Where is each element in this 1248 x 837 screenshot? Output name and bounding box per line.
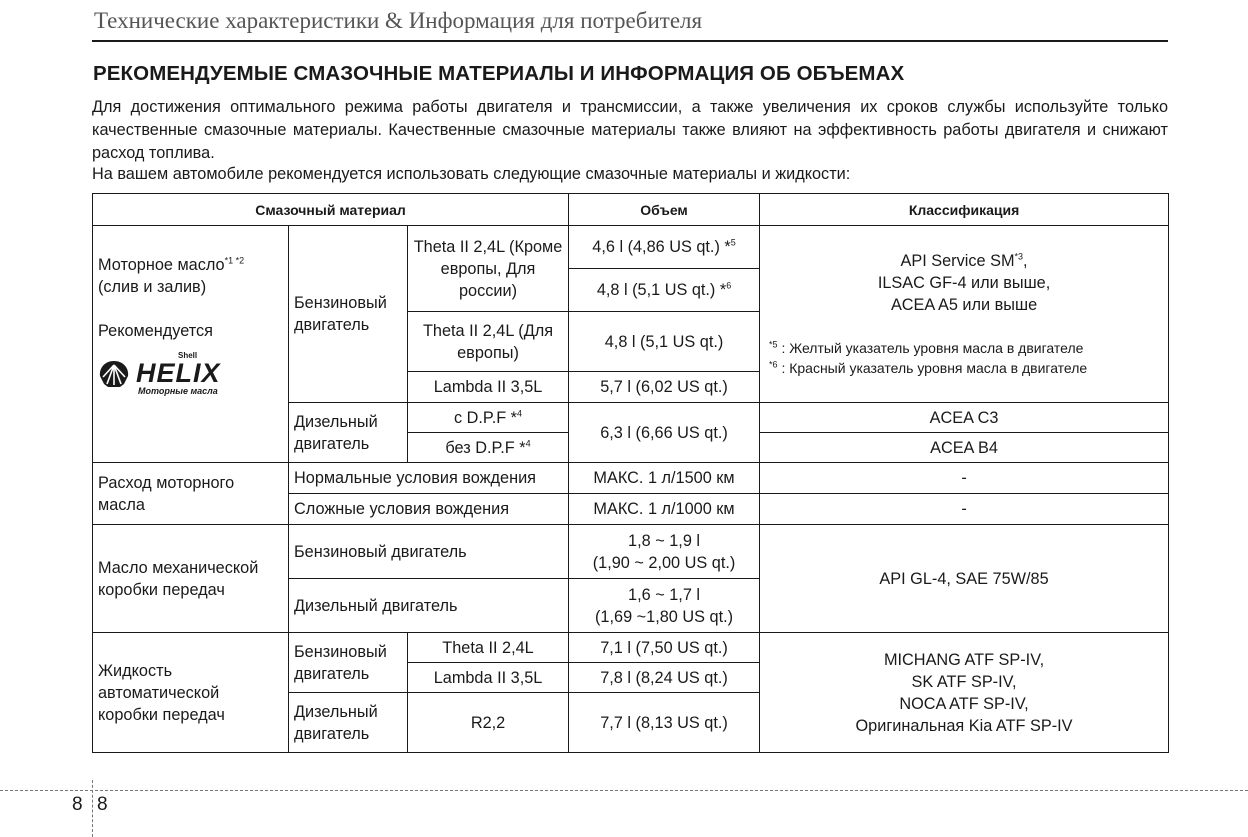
condition-severe: Сложные условия вождения [289, 494, 569, 525]
volume-cell: 7,7 l (8,13 US qt.) [569, 693, 760, 753]
lead-sentence: На вашем автомобиле рекомендуется использовать следующие смазочные материалы и жидкости: [92, 165, 851, 183]
page-number: 8 [97, 794, 108, 815]
volume-cell: МАКС. 1 л/1500 км [569, 463, 760, 494]
automatic-classification: MICHANG ATF SP-IV, SK ATF SP-IV, NOCA ATF SP-IV, Оригинальная Kia ATF SP-IV [760, 633, 1169, 753]
auto-petrol-label: Бензиновый двигатель [289, 633, 408, 693]
condition-normal: Нормальные условия вождения [289, 463, 569, 494]
engine-theta-eu: Theta II 2,4L (Для европы) [408, 312, 569, 372]
table-row [93, 633, 1169, 663]
consumption-label: Расход моторного масла [93, 463, 289, 525]
diesel-engine-label: Дизельный двигатель [289, 403, 408, 463]
footer-divider [0, 790, 1248, 791]
volume-cell: 1,8 ~ 1,9 l (1,90 ~ 2,00 US qt.) [569, 525, 760, 579]
volume-cell: 4,8 l (5,1 US qt.) *$^6$ [569, 269, 760, 312]
running-header-text: Технические характеристики & Информация для потребителя [94, 8, 703, 33]
engine-theta: Theta II 2,4L (Кроме европы, Для россии) [408, 226, 569, 312]
volume-cell: 7,1 l (7,50 US qt.) [569, 633, 760, 663]
classification-no-dpf: ACEA B4 [760, 433, 1169, 463]
engine-oil-label-cell [93, 226, 289, 463]
page-section-number: 8 [72, 794, 83, 815]
volume-cell: 6,3 l (6,66 US qt.) [569, 403, 760, 463]
table-row [93, 226, 1169, 269]
engine-no-dpf: без D.P.F *$^4$ [408, 433, 569, 463]
volume-cell: 5,7 l (6,02 US qt.) [569, 372, 760, 403]
table-header-row [93, 194, 1169, 226]
classification-cell: - [760, 494, 1169, 525]
automatic-label: Жидкость автоматической коробки передач [93, 633, 289, 753]
section-title: РЕКОМЕНДУЕМЫЕ СМАЗОЧНЫЕ МАТЕРИАЛЫ И ИНФОРМАЦИЯ ОБ ОБЪЕМАХ [93, 62, 905, 85]
engine-oil-classification: API Service SM$^{*3}$, ILSAC GF-4 или выше, ACEA A5 или выше $^{*5}$ : Желтый указатель уровня масла в двигателе $^{*6}$ : Красный указатель уровня масла в двигателе [760, 226, 1169, 403]
shell-icon [98, 359, 130, 389]
intro-paragraph: Для достижения оптимального режима работы двигателя и трансмиссии, а также увеличения их сроков службы используйте только качественные смазочные материалы. Качественные смазочные материалы также влияют на эффективность работы двигателя и снижают расход топлива. [92, 98, 1168, 162]
engine-oil-label-sub: (слив и залив) [98, 278, 207, 296]
engine-oil-label: Моторное масло$^{*1 *2}$ [98, 255, 245, 274]
volume-cell: МАКС. 1 л/1000 км [569, 494, 760, 525]
logo-sub: Моторные масла [138, 386, 218, 396]
table-row [93, 463, 1169, 494]
volume-cell: 4,6 l (4,86 US qt.) *$^5$ [569, 226, 760, 269]
petrol-engine-label: Бензиновый двигатель [289, 226, 408, 403]
manual-label: Масло механической коробки передач [93, 525, 289, 633]
auto-lambda: Lambda II 3,5L [408, 663, 569, 693]
header-volume: Объем [569, 194, 760, 226]
recommended-label: Рекомендуется [98, 322, 214, 340]
manual-classification: API GL-4, SAE 75W/85 [760, 525, 1169, 633]
auto-diesel-label: Дизельный двигатель [289, 693, 408, 753]
header-classification: Классификация [760, 194, 1169, 226]
header-lubricant: Смазочный материал [93, 194, 569, 226]
running-header [92, 6, 1168, 42]
manual-diesel: Дизельный двигатель [289, 579, 569, 633]
engine-dpf: с D.P.F *$^4$ [408, 403, 569, 433]
engine-lambda: Lambda II 3,5L [408, 372, 569, 403]
manual-petrol: Бензиновый двигатель [289, 525, 569, 579]
footer-vertical-divider [92, 780, 93, 837]
shell-helix-logo [98, 352, 283, 396]
classification-cell: - [760, 463, 1169, 494]
table-row [93, 525, 1169, 579]
logo-brand: Shell [178, 351, 198, 360]
auto-theta: Theta II 2,4L [408, 633, 569, 663]
logo-word: HELIX [136, 358, 221, 388]
volume-cell: 7,8 l (8,24 US qt.) [569, 663, 760, 693]
volume-cell: 1,6 ~ 1,7 l (1,69 ~1,80 US qt.) [569, 579, 760, 633]
lubricants-table [92, 193, 1169, 753]
auto-r22: R2,2 [408, 693, 569, 753]
volume-cell: 4,8 l (5,1 US qt.) [569, 312, 760, 372]
classification-dpf: ACEA C3 [760, 403, 1169, 433]
